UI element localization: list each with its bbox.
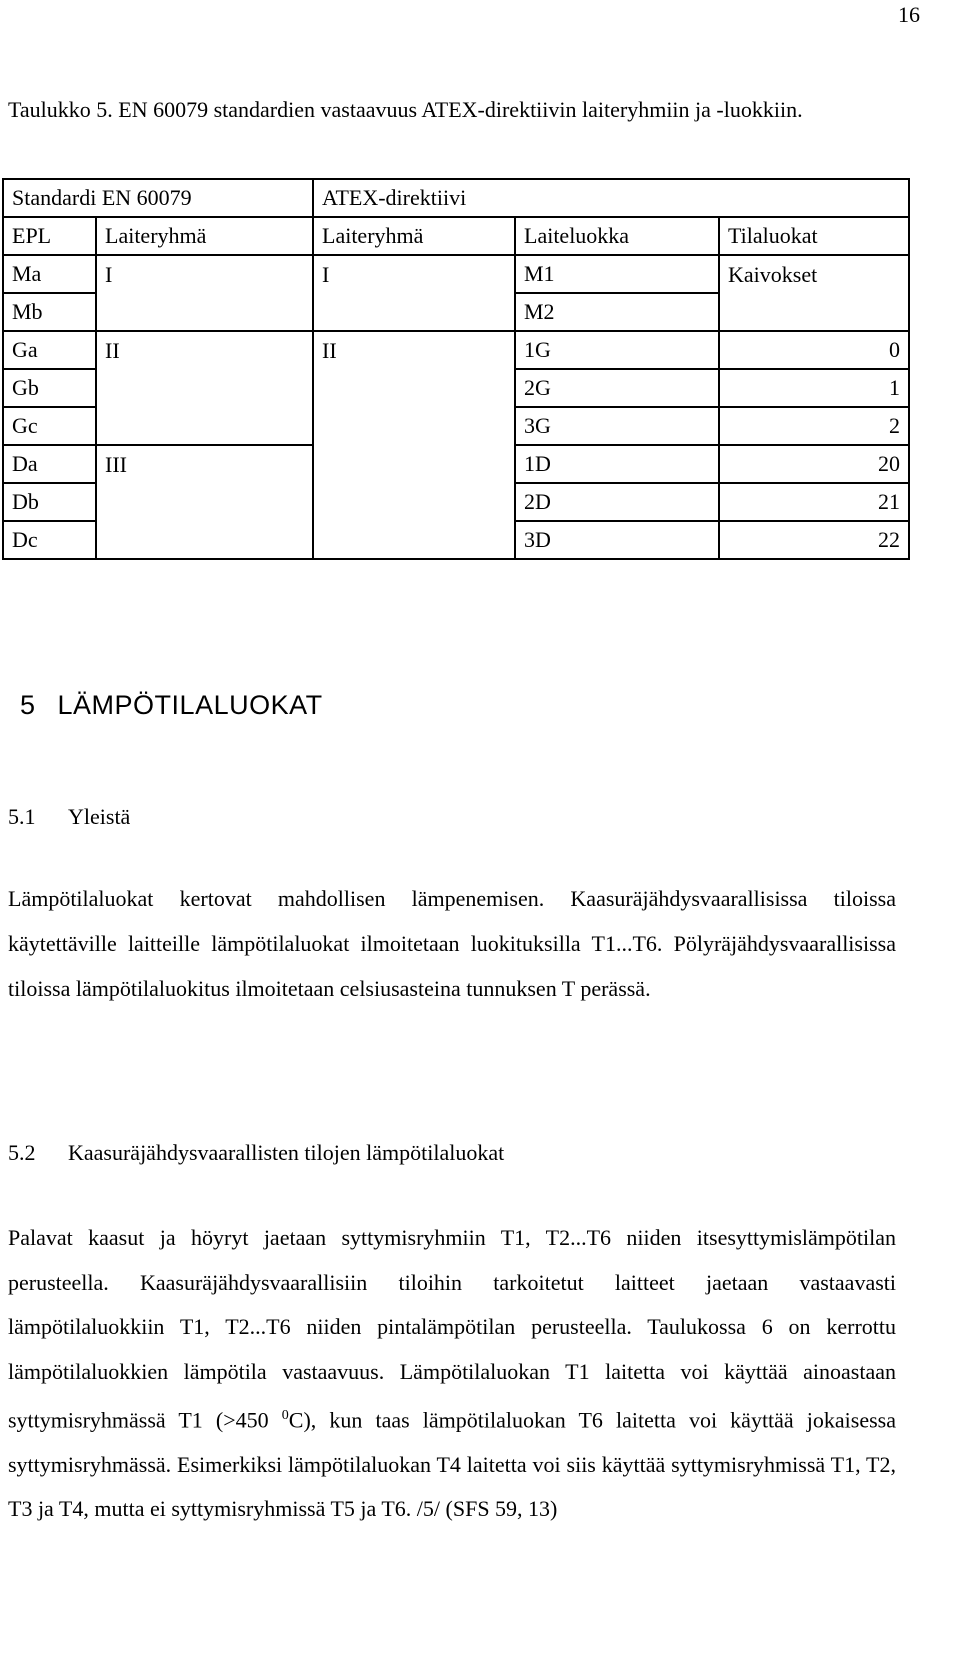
table-cell: Ga xyxy=(3,331,96,369)
table-cell: III xyxy=(96,445,313,559)
standards-table xyxy=(2,178,910,560)
section-title: Yleistä xyxy=(68,804,131,829)
column-header: EPL xyxy=(3,217,96,255)
table-cell: 1 xyxy=(719,369,909,407)
table-cell: 2 xyxy=(719,407,909,445)
header-group-atex: ATEX-direktiivi xyxy=(313,179,909,217)
table-cell: Ma xyxy=(3,255,96,293)
table-cell: 1D xyxy=(515,445,719,483)
table-cell: Mb xyxy=(3,293,96,331)
section-title: Kaasuräjähdysvaarallisten tilojen lämpötilaluokat xyxy=(68,1140,505,1165)
table-cell: I xyxy=(313,255,515,331)
paragraph-text: Palavat kaasut ja höyryt jaetaan syttymisryhmiin T1, T2...T6 niiden itsesyttymislämpötilan perusteella. Kaasuräjähdysvaarallisiin tiloihin tarkoitetut laitteet jaetaan vastaavasti lämpötilaluokkiin T1, T2...T6 niiden pintalämpötilan perusteella. Taulukossa 6 on kerrottu lämpötilaluokkien lämpötila vastaavuus. Lämpötilaluokan T1 laitetta voi käyttää ainoastaan syttymisryhmässä T1 (>450 xyxy=(8,1225,896,1433)
table-cell: Gb xyxy=(3,369,96,407)
table-cell: 0 xyxy=(719,331,909,369)
table-cell: 3G xyxy=(515,407,719,445)
page-number: 16 xyxy=(898,2,920,27)
table-cell: 2D xyxy=(515,483,719,521)
degree-superscript: 0 xyxy=(281,1408,289,1423)
table-cell: Gc xyxy=(3,407,96,445)
column-header: Laiteluokka xyxy=(515,217,719,255)
column-header: Laiteryhmä xyxy=(96,217,313,255)
table-cell: Da xyxy=(3,445,96,483)
section-5-2-paragraph xyxy=(8,1216,896,1532)
table-row xyxy=(3,255,909,293)
table-cell: II xyxy=(313,331,515,559)
section-5-1-heading xyxy=(8,804,130,830)
table-caption: Taulukko 5. EN 60079 standardien vastaavuus ATEX-direktiivin laiteryhmiin ja -luokkiin. xyxy=(8,97,803,122)
section-5-2-heading xyxy=(8,1140,504,1166)
column-header: Tilaluokat xyxy=(719,217,909,255)
paragraph-text: C), kun taas lämpötilaluokan T6 laitetta voi käyttää jokaisessa syttymisryhmässä. Esimerkiksi lämpötilaluokan T4 laitetta voi siis käyttää syttymisryhmissä T1, T2, T3 ja T4, mutta ei syttymisryhmissä T5 ja T6. /5/ (SFS 59, 13) xyxy=(8,1407,897,1522)
table-header-group-row xyxy=(3,179,909,217)
table-cell: 22 xyxy=(719,521,909,559)
table-cell: 1G xyxy=(515,331,719,369)
table-cell: Db xyxy=(3,483,96,521)
section-number: 5 xyxy=(20,690,36,720)
table-cell: M2 xyxy=(515,293,719,331)
table-header-row xyxy=(3,217,909,255)
table-cell: Kaivokset xyxy=(719,255,909,331)
column-header: Laiteryhmä xyxy=(313,217,515,255)
table-cell: M1 xyxy=(515,255,719,293)
table-cell: I xyxy=(96,255,313,331)
table-cell: II xyxy=(96,331,313,445)
section-title: LÄMPÖTILALUOKAT xyxy=(57,690,323,720)
section-number: 5.1 xyxy=(8,804,36,829)
table-row xyxy=(3,331,909,369)
section-number: 5.2 xyxy=(8,1140,36,1165)
section-5-heading xyxy=(20,690,323,721)
table-cell: 21 xyxy=(719,483,909,521)
table-cell: 3D xyxy=(515,521,719,559)
table-cell: Dc xyxy=(3,521,96,559)
table-cell: 2G xyxy=(515,369,719,407)
table-cell: 20 xyxy=(719,445,909,483)
section-5-1-paragraph: Lämpötilaluokat kertovat mahdollisen lämpenemisen. Kaasuräjähdysvaarallisissa tiloissa käytettäville laitteille lämpötilaluokat ilmoitetaan luokituksilla T1...T6. Pölyräjähdysvaarallisissa tiloissa lämpötilaluokitus ilmoitetaan celsiusasteina tunnuksen T perässä. xyxy=(8,886,896,1001)
header-group-standard: Standardi EN 60079 xyxy=(3,179,313,217)
